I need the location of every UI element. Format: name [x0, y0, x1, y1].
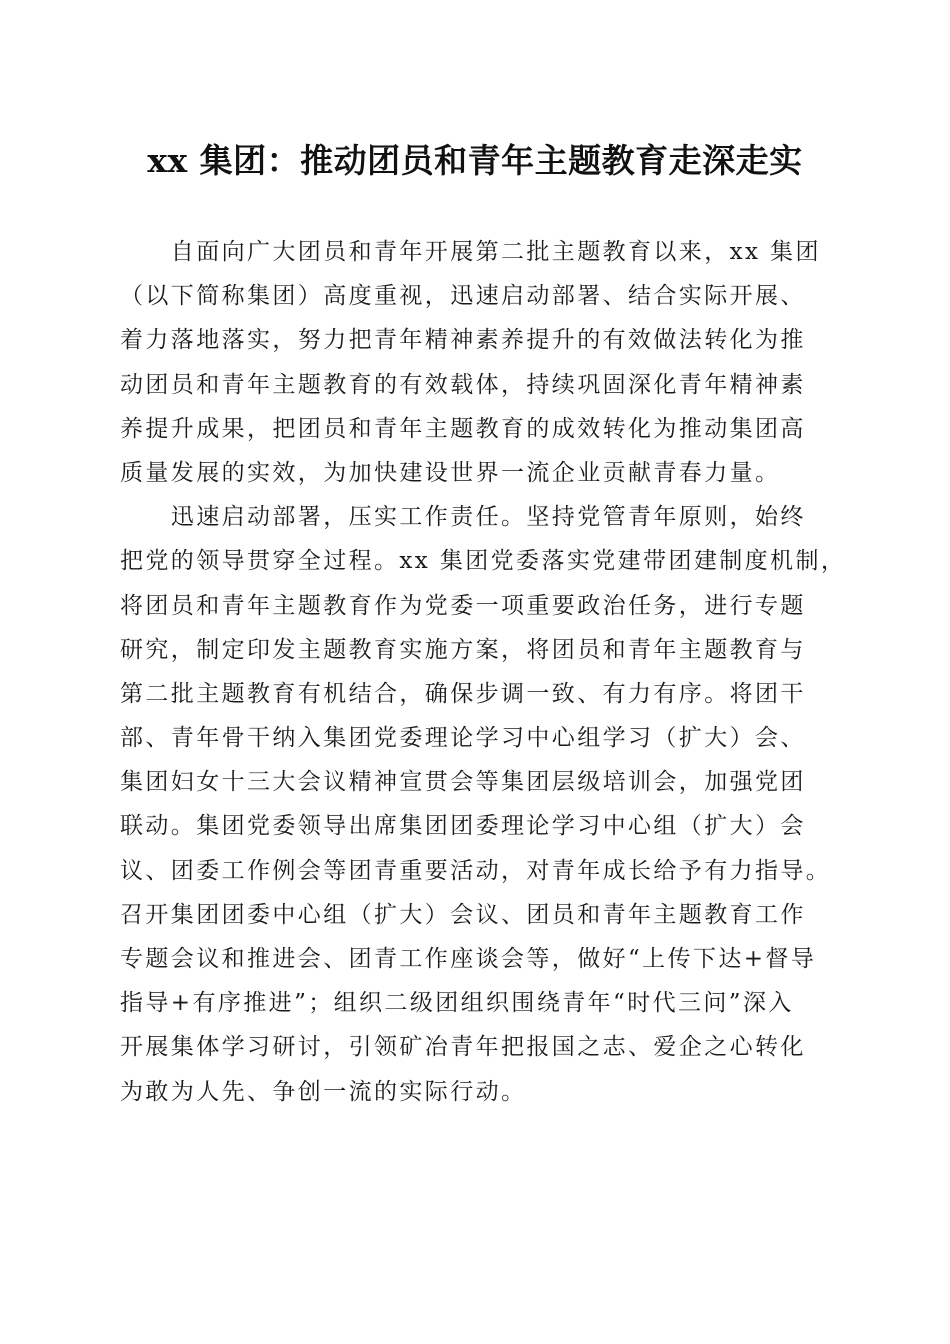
- paragraph-line: 议、团委工作例会等团青重要活动，对青年成长给予有力指导。: [120, 857, 832, 884]
- paragraph-line: 着力落地落实，努力把青年精神素养提升的有效做法转化为推: [120, 327, 806, 354]
- paragraph-line: 迅速启动部署，压实工作责任。坚持党管青年原则，始终: [120, 504, 806, 531]
- paragraph-line: 召开集团团委中心组（扩大）会议、团员和青年主题教育工作: [120, 901, 806, 928]
- paragraph-line: 第二批主题教育有机结合，确保步调一致、有力有序。将团干: [120, 680, 806, 707]
- paragraph-deployment: [120, 495, 847, 1114]
- paragraph-line: 专题会议和推进会、团青工作座谈会等，做好“上传下达+督导: [120, 946, 817, 972]
- paragraph-line: 将团员和青年主题教育作为党委一项重要政治任务，进行专题: [120, 592, 806, 619]
- paragraph-line: 研究，制定印发主题教育实施方案，将团员和青年主题教育与: [120, 636, 806, 663]
- paragraph-line: 质量发展的实效，为加快建设世界一流企业贡献青春力量。: [120, 459, 781, 486]
- paragraph-intro: [120, 230, 840, 495]
- paragraph-line: 自面向广大团员和青年开展第二批主题教育以来，xx 集团: [120, 239, 821, 265]
- paragraph-line: 指导+有序推进”；组织二级团组织围绕青年“时代三问”深入: [120, 990, 794, 1017]
- paragraph-line: （以下简称集团）高度重视，迅速启动部署、结合实际开展、: [120, 283, 806, 310]
- paragraph-line: 集团妇女十三大会议精神宣贯会等集团层级培训会，加强党团: [120, 769, 806, 796]
- document-body: [120, 230, 847, 1114]
- paragraph-line: 开展集体学习研讨，引领矿冶青年把报国之志、爱企之心转化: [120, 1034, 806, 1061]
- paragraph-line: 养提升成果，把团员和青年主题教育的成效转化为推动集团高: [120, 415, 806, 442]
- paragraph-line: 把党的领导贯穿全过程。xx 集团党委落实党建带团建制度机制，: [120, 548, 847, 575]
- paragraph-line: 动团员和青年主题教育的有效载体，持续巩固深化青年精神素: [120, 371, 806, 398]
- paragraph-line: 部、青年骨干纳入集团党委理论学习中心组学习（扩大）会、: [120, 725, 806, 752]
- paragraph-line: 为敢为人先、争创一流的实际行动。: [120, 1078, 527, 1105]
- paragraph-line: 联动。集团党委领导出席集团团委理论学习中心组（扩大）会: [120, 813, 806, 840]
- document-title: xx 集团：推动团员和青年主题教育走深走实: [147, 141, 803, 180]
